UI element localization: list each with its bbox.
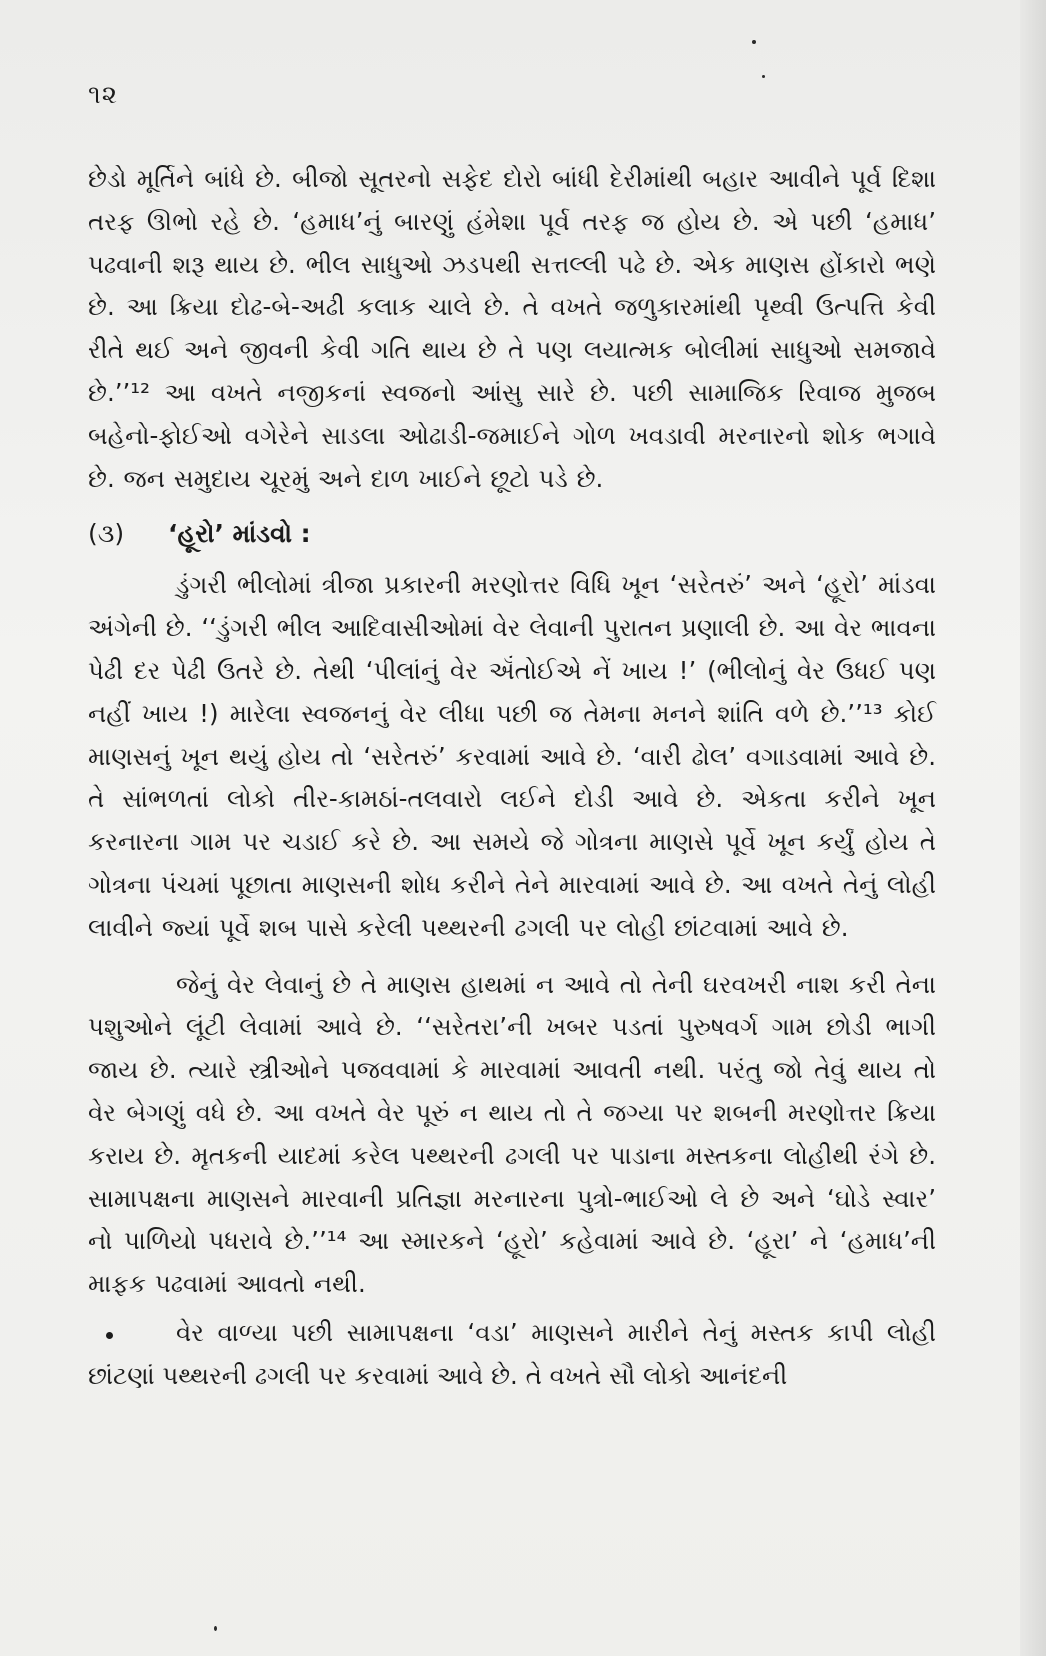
section-heading xyxy=(88,512,936,556)
body-text xyxy=(88,158,936,1398)
ink-speck xyxy=(214,1626,217,1631)
section-number: (૩) xyxy=(88,519,125,549)
paragraph-2: ડુંગરી ભીલોમાં ત્રીજા પ્રકારની મરણોત્તર વિધિ ખૂન ‘સરેતરું’ અને ‘હૂરો’ માંડવા અંગેની છે. ‘‘ડુંગરી ભીલ આદિવાસીઓમાં વેર લેવાની પુરાતન પ્રણાલી છે. આ વેર ભાવના પેઢી દર પેઢી ઉતરે છે. તેથી ‘પીલાંનું વેર ઍંતોઈએ નેં ખાય !’ (ભીલોનું વેર ઉધઈ પણ નહીં ખાય !) મારેલા સ્વજનનું વેર લીધા પછી જ તેમના મનને શાંતિ વળે છે.’’¹³ કોઈ માણસનું ખૂન થયું હોય તો ‘સરેતરું’ કરવામાં આવે છે. ‘વારી ઢોલ’ વગાડવામાં આવે છે. તે સાંભળતાં લોકો તીર-કામઠાં-તલવારો લઈને દોડી આવે છે. એકતા કરીને ખૂન કરનારના ગામ પર ચડાઈ કરે છે. આ સમયે જે ગોત્રના માણસે પૂર્વે ખૂન કર્યું હોય તે ગોત્રના પંચમાં પૂછાતા માણસની શોધ કરીને તેને મારવામાં આવે છે. આ વખતે તેનું લોહી લાવીને જ્યાં પૂર્વે શબ પાસે કરેલી પથ્થરની ઢગલી પર લોહી છાંટવામાં આવે છે. xyxy=(88,570,936,942)
page-edge-shadow xyxy=(1020,0,1046,1656)
paragraph-4: વેર વાળ્યા પછી સામાપક્ષના ‘વડા’ માણસને મારીને તેનું મસ્તક કાપી લોહી છાંટણાં પથ્થરની ઢગલી પર કરવામાં આવે છે. તે વખતે સૌ લોકો આનંદની xyxy=(88,1317,936,1390)
page-number: ૧૨ xyxy=(88,80,119,110)
bullet-paragraph-wrapper xyxy=(88,1312,936,1398)
paragraph-3: જેનું વેર લેવાનું છે તે માણસ હાથમાં ન આવે તો તેની ઘરવખરી નાશ કરી તેના પશુઓને લૂંટી લેવામાં આવે છે. ‘‘સરેતરા’ની ખબર પડતાં પુરુષવર્ગ ગામ છોડી ભાગી જાય છે. ત્યારે સ્ત્રીઓને પજવવામાં કે મારવામાં આવતી નથી. પરંતુ જો તેવું થાય તો વેર બેગણું વધે છે. આ વખતે વેર પૂરું ન થાય તો તે જગ્યા પર શબની મરણોત્તર ક્રિયા કરાય છે. મૃતકની યાદમાં કરેલ પથ્થરની ઢગલી પર પાડાના મસ્તકના લોહીથી રંગે છે. સામાપક્ષના માણસને મારવાની પ્રતિજ્ઞા મરનારના પુત્રો-ભાઈઓ લે છે અને ‘ઘોડે સ્વાર’ નો પાળિયો પધરાવે છે.’’¹⁴ આ સ્મારકને ‘હૂરો’ કહેવામાં આવે છે. ‘હૂરા’ ને ‘હમાધ’ની માફક પઢવામાં આવતો નથી. xyxy=(88,969,936,1299)
ink-speck xyxy=(752,40,756,44)
section-title: ‘હૂરો’ માંડવો : xyxy=(168,519,311,549)
paragraph-1: છેડો મૂર્તિને બાંધે છે. બીજો સૂતરનો સફેદ દોરો બાંધી દેરીમાંથી બહાર આવીને પૂર્વ દિશા તરફ ઊભો રહે છે. ‘હમાધ’નું બારણું હંમેશા પૂર્વ તરફ જ હોય છે. એ પછી ‘હમાધ’ પઢવાની શરૂ થાય છે. ભીલ સાધુઓ ઝડપથી સત્તલ્લી પઢે છે. એક માણસ હોંકારો ભણે છે. આ ક્રિયા દોઢ-બે-અઢી કલાક ચાલે છે. તે વખતે જળુકારમાંથી પૃથ્વી ઉત્પત્તિ કેવી રીતે થઈ અને જીવની કેવી ગતિ થાય છે તે પણ લયાત્મક બોલીમાં સાધુઓ સમજાવે છે.’’¹² આ વખતે નજીકનાં સ્વજનો આંસુ સારે છે. પછી સામાજિક રિવાજ મુજબ બહેનો-ફોઈઓ વગેરેને સાડલા ઓઢાડી-જમાઈને ગોળ ખવડાવી મરનારનો શોક ભગાવે છે. જન સમુદાય ચૂરમું અને દાળ ખાઈને છૂટો પડે છે. xyxy=(88,164,936,493)
ink-speck xyxy=(762,75,765,78)
